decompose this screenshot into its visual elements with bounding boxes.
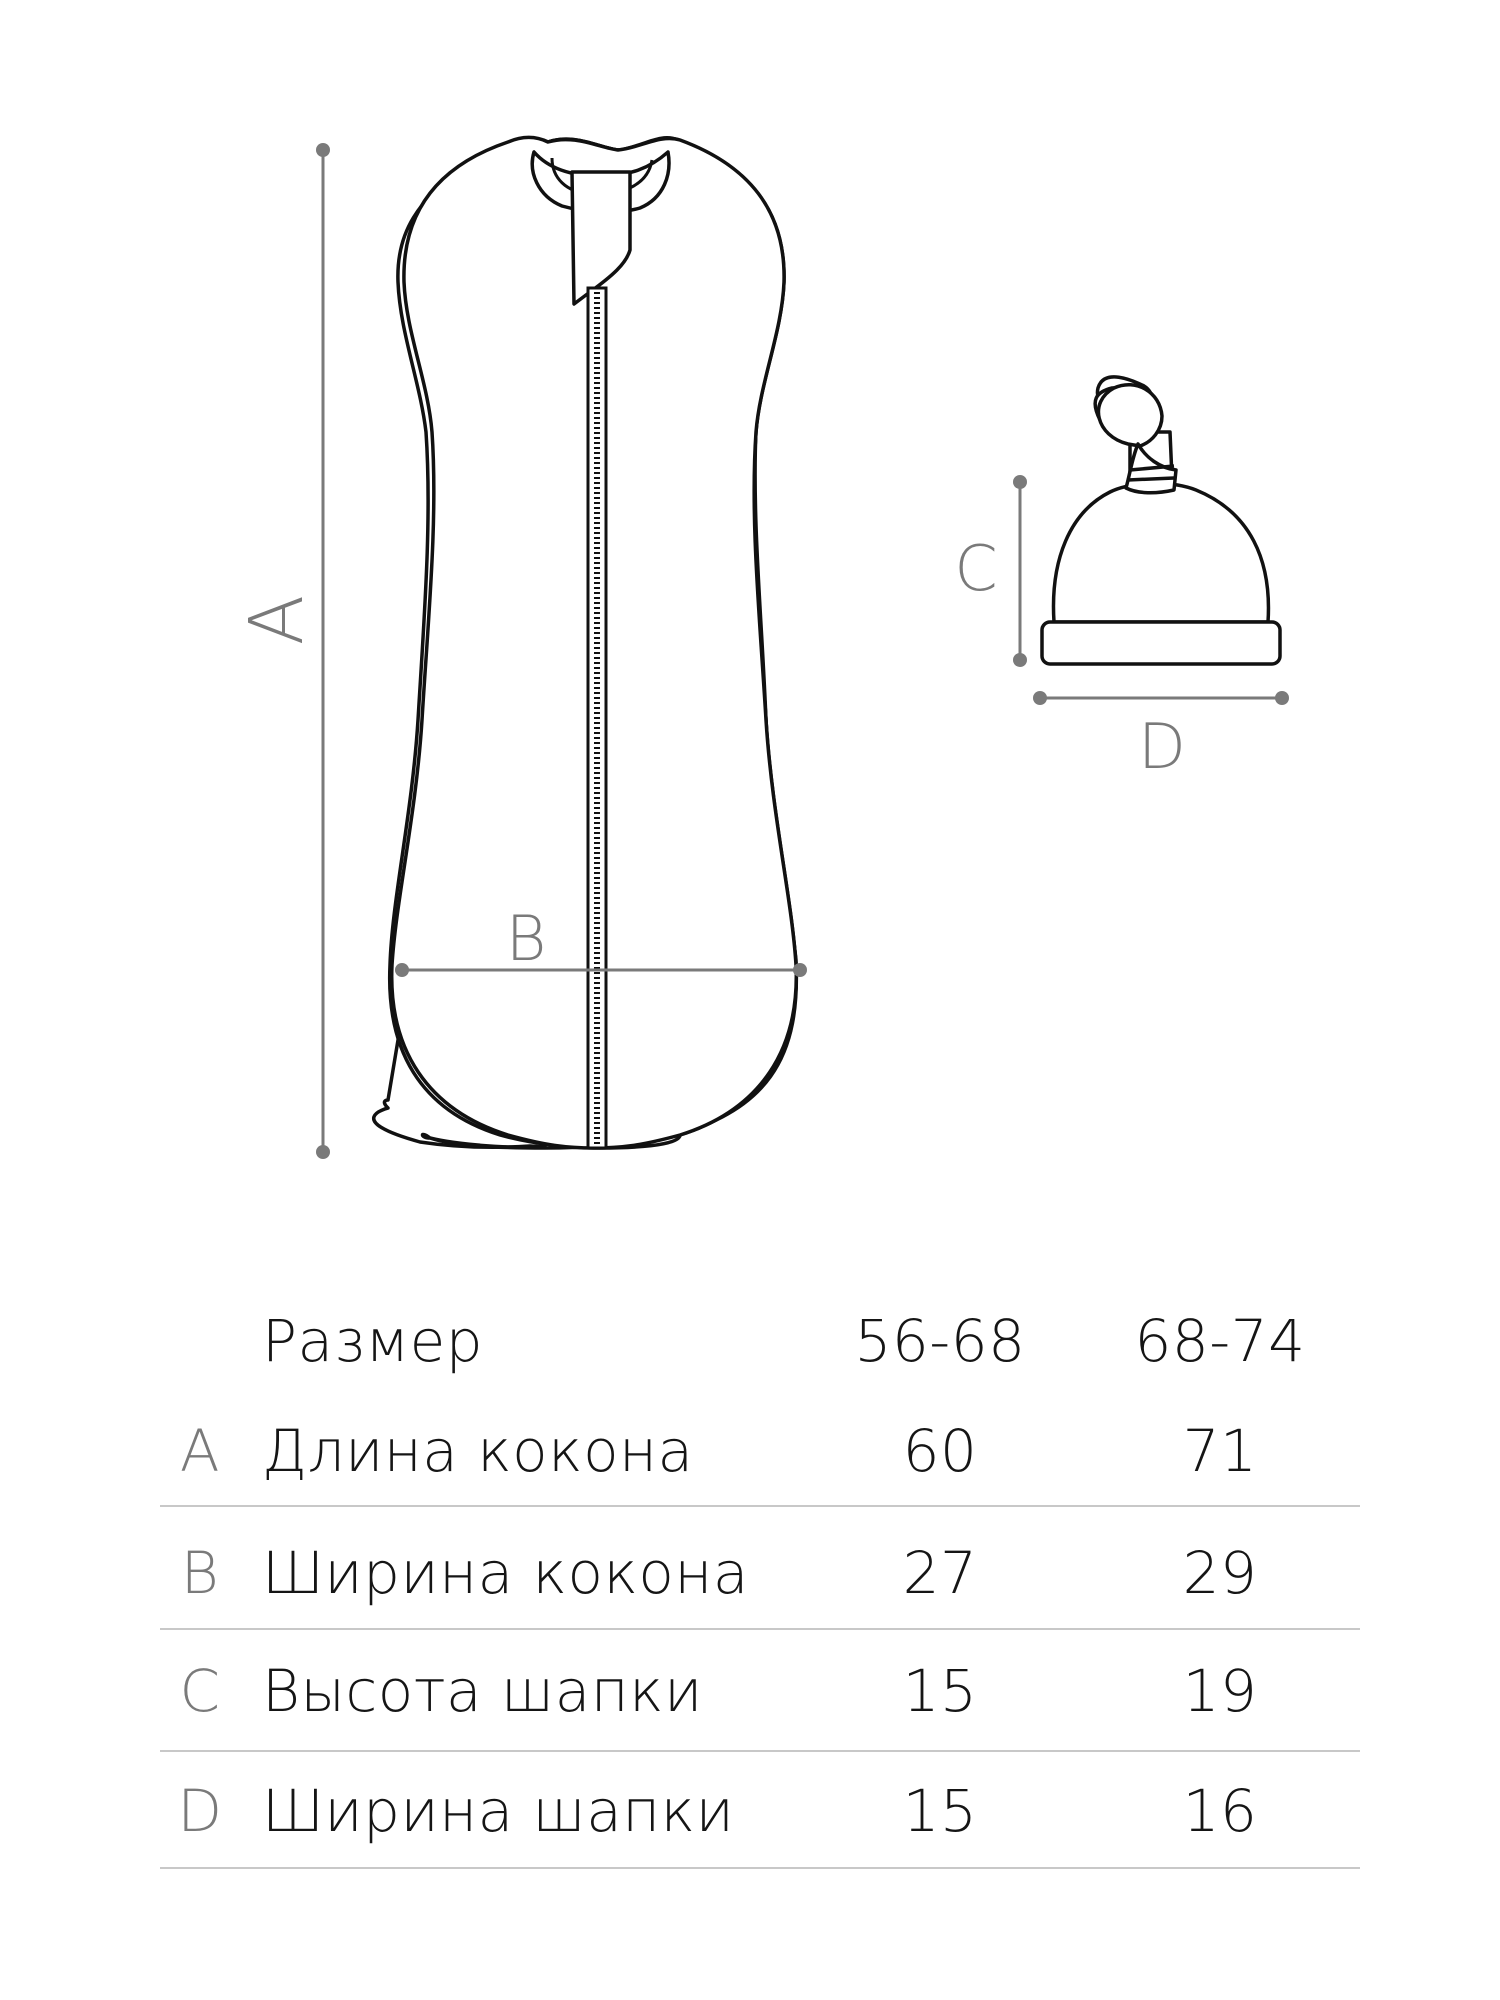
dimension-b-label: B [505, 902, 547, 975]
table-row-value-2: 71 [1182, 1417, 1258, 1485]
table-row-name: Ширина шапки [262, 1777, 735, 1845]
table-header-title: Размер [262, 1307, 484, 1375]
table-divider [160, 1867, 1360, 1869]
dimension-d-label: D [1138, 710, 1186, 783]
dimension-a-dot-bottom [316, 1145, 330, 1159]
dimension-a-label: A [234, 594, 320, 646]
table-row-value-2: 29 [1182, 1539, 1258, 1607]
sleepsack-zipper [588, 288, 606, 1148]
dimension-c-dot-bottom [1013, 653, 1027, 667]
dimension-c [954, 475, 1027, 667]
dimension-d [1033, 691, 1289, 783]
table-row-value-2: 19 [1182, 1657, 1258, 1725]
table-row-value-1: 15 [902, 1657, 978, 1725]
dimension-c-dot-top [1013, 475, 1027, 489]
table-row-value-2: 16 [1182, 1777, 1258, 1845]
table-divider [160, 1505, 1360, 1507]
table-row-value-1: 27 [902, 1539, 978, 1607]
hat-knot-bulb [1098, 385, 1162, 446]
table-row-value-1: 60 [902, 1417, 978, 1485]
table-row-name: Высота шапки [262, 1657, 703, 1725]
dimension-a-dot-top [316, 143, 330, 157]
table-divider [160, 1628, 1360, 1630]
dimension-c-label: C [954, 532, 998, 605]
table-row-name: Длина кокона [262, 1417, 694, 1485]
dimension-d-dot-right [1275, 691, 1289, 705]
dimension-b-dot-left [395, 963, 409, 977]
hat-crown [1053, 483, 1268, 622]
table-row-name: Ширина кокона [262, 1539, 749, 1607]
table-row-value-1: 15 [902, 1777, 978, 1845]
dimension-d-dot-left [1033, 691, 1047, 705]
table-row-letter: B [180, 1539, 220, 1607]
table-header-size-1: 56-68 [854, 1307, 1026, 1375]
table-header-size-2: 68-74 [1134, 1307, 1306, 1375]
table-row-letter: C [179, 1657, 221, 1725]
hat-knot-wrap-line-2 [1128, 478, 1174, 480]
dimension-a [234, 143, 330, 1159]
table-divider [160, 1750, 1360, 1752]
table-row-letter: A [179, 1417, 221, 1485]
dimension-b-dot-right [793, 963, 807, 977]
hat-brim [1042, 622, 1280, 664]
table-row-letter: D [177, 1777, 223, 1845]
